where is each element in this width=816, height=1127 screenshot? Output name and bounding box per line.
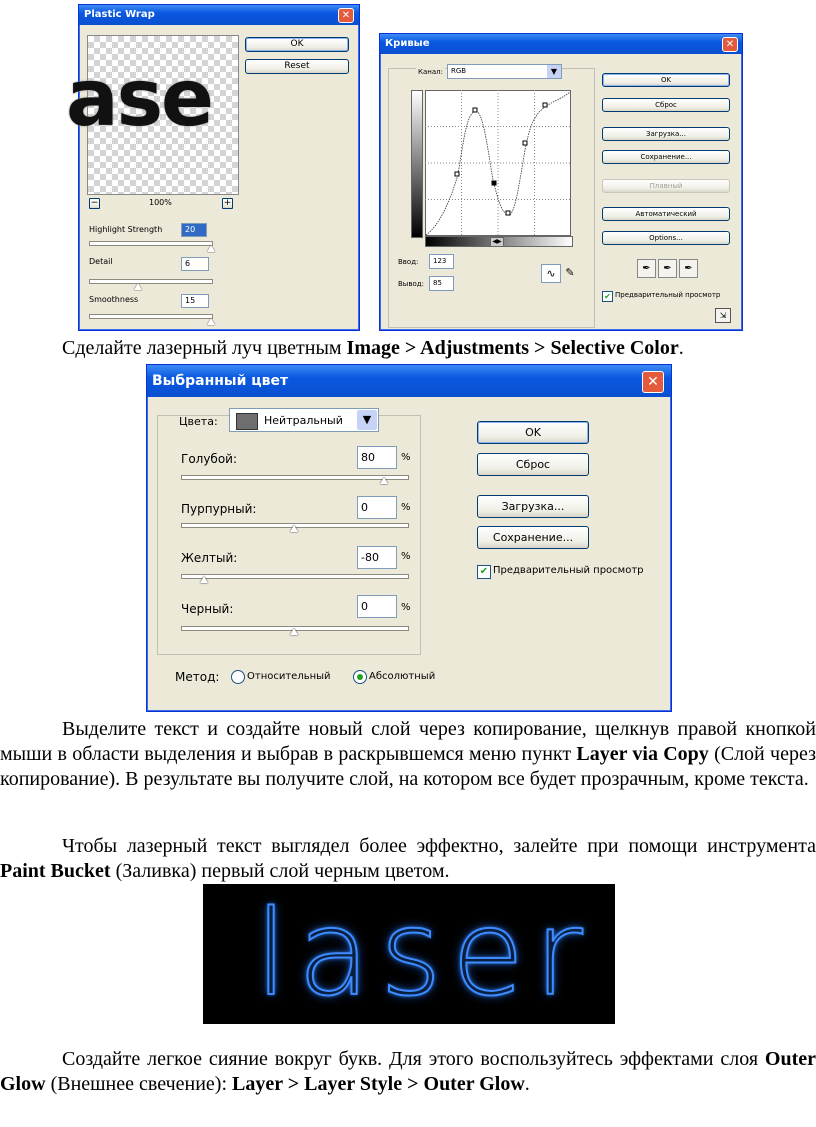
paragraph-outer-glow: [0, 1047, 816, 1097]
eyedropper-black-icon[interactable]: ✒: [637, 259, 656, 278]
caption-selective-color: [62, 336, 684, 361]
yellow-thumb[interactable]: [200, 576, 208, 583]
preview-checkbox[interactable]: ✔: [477, 565, 491, 579]
yellow-percent: %: [401, 551, 411, 562]
paragraph-paint-bucket: [0, 834, 816, 884]
preview-label: Предварительный просмотр: [615, 291, 721, 299]
selective-color-titlebar: [147, 365, 671, 397]
zoom-out-button[interactable]: −: [90, 198, 99, 208]
paragraph-layer-via-copy: [0, 717, 816, 792]
eyedropper-white-icon[interactable]: ✒: [679, 259, 698, 278]
preview-label: Предварительный просмотр: [493, 565, 644, 576]
highlight-strength-label: Highlight Strength: [89, 225, 163, 234]
ok-button[interactable]: OK: [245, 37, 349, 52]
curves-title: Кривые: [385, 38, 430, 49]
channel-select[interactable]: [447, 64, 562, 79]
colors-label: Цвета:: [179, 415, 218, 428]
channel-label: Канал:: [418, 68, 443, 76]
method-label: Метод:: [175, 670, 220, 684]
close-icon[interactable]: ✕: [722, 37, 738, 52]
paragraph-3-text-c: .: [524, 1073, 530, 1095]
selective-color-dialog: [146, 364, 672, 712]
neutral-swatch: [236, 413, 258, 430]
highlight-strength-slider[interactable]: [89, 241, 213, 246]
channel-value: RGB: [451, 67, 467, 75]
load-button[interactable]: Загрузка...: [477, 495, 589, 518]
paragraph-1-bold: Layer via Copy: [576, 743, 709, 765]
black-input[interactable]: 0: [357, 595, 397, 618]
smoothness-thumb[interactable]: [207, 318, 215, 325]
plastic-wrap-titlebar: [79, 5, 359, 25]
black-percent: %: [401, 602, 411, 613]
reset-button[interactable]: Сброс: [477, 453, 589, 476]
caption-bold: Image > Adjustments > Selective Color: [346, 337, 679, 359]
input-field[interactable]: 123: [429, 254, 454, 269]
expand-icon[interactable]: ⇲: [715, 308, 731, 323]
cyan-input[interactable]: 80: [357, 446, 397, 469]
yellow-input[interactable]: -80: [357, 546, 397, 569]
caption-text: Сделайте лазерный луч цветным: [62, 337, 347, 359]
smoothness-slider[interactable]: [89, 314, 213, 319]
curves-dialog: [379, 33, 743, 331]
filter-preview: [66, 35, 239, 195]
detail-thumb[interactable]: [134, 283, 142, 290]
cyan-label: Голубой:: [181, 452, 238, 466]
relative-label: Относительный: [247, 671, 331, 682]
output-gradient: [411, 90, 423, 238]
options-button[interactable]: Options...: [602, 231, 730, 245]
save-button[interactable]: Сохранение...: [602, 150, 730, 164]
load-button[interactable]: Загрузка...: [602, 127, 730, 141]
ok-button[interactable]: OK: [602, 73, 730, 87]
colors-select[interactable]: [229, 408, 379, 432]
plastic-wrap-dialog: [66, 4, 360, 331]
smoothness-label: Smoothness: [89, 295, 139, 304]
pencil-tool-icon[interactable]: ✎: [565, 266, 575, 279]
cyan-percent: %: [401, 452, 411, 463]
chevron-down-icon[interactable]: ▼: [357, 410, 377, 430]
relative-radio[interactable]: [231, 670, 245, 684]
paragraph-2-text-a: Чтобы лазерный текст выглядел более эффектно, залейте при помощи инструмента: [62, 835, 816, 857]
cyan-thumb[interactable]: [380, 477, 388, 484]
absolute-radio[interactable]: [353, 670, 367, 684]
auto-button[interactable]: Автоматический: [602, 207, 730, 221]
highlight-strength-input[interactable]: 20: [181, 223, 207, 237]
smooth-button[interactable]: Плавный: [602, 179, 730, 193]
detail-slider[interactable]: [89, 279, 213, 284]
paragraph-2-text-b: (Заливка) первый слой черным цветом.: [110, 860, 450, 882]
zoom-in-button[interactable]: +: [223, 198, 232, 208]
reset-button[interactable]: Reset: [245, 59, 349, 74]
paragraph-3-bold-b: Layer > Layer Style > Outer Glow: [232, 1073, 525, 1095]
radio-dot: [357, 674, 363, 680]
detail-label: Detail: [89, 257, 113, 266]
magenta-input[interactable]: 0: [357, 496, 397, 519]
laser-text-image: [203, 884, 615, 1024]
paragraph-3-bold-a: Outer Glow: [0, 1048, 816, 1095]
laser-text: laser: [255, 884, 593, 1022]
yellow-slider[interactable]: [181, 574, 409, 579]
colors-value: Нейтральный: [264, 414, 343, 427]
paragraph-1-text-a: Выделите текст и создайте новый слой через копирование, щелкнув правой кнопкой мыши в области выделения и выбрав в раскрывшемся меню пункт: [0, 718, 816, 765]
ok-button[interactable]: OK: [477, 421, 589, 444]
eyedropper-gray-icon[interactable]: ✒: [658, 259, 677, 278]
black-label: Черный:: [181, 602, 234, 616]
smoothness-input[interactable]: 15: [181, 294, 209, 308]
input-label: Ввод:: [398, 258, 419, 266]
output-field[interactable]: 85: [429, 276, 454, 291]
preview-text: ase: [66, 54, 212, 144]
highlight-strength-thumb[interactable]: [207, 245, 215, 252]
yellow-label: Желтый:: [181, 551, 238, 565]
caption-end: .: [678, 337, 684, 359]
paragraph-1-text-b: (Слой через копирование). В результате вы получите слой, на котором все будет прозрачным, кроме текста.: [0, 743, 816, 790]
selective-color-title: Выбранный цвет: [152, 373, 289, 389]
cyan-slider[interactable]: [181, 475, 409, 480]
magenta-percent: %: [401, 502, 411, 513]
gradient-toggle-icon[interactable]: ◀▶: [490, 237, 504, 247]
reset-button[interactable]: Сброс: [602, 98, 730, 112]
save-button[interactable]: Сохранение...: [477, 526, 589, 549]
paragraph-3-text-b: (Внешнее свечение):: [45, 1073, 233, 1095]
black-thumb[interactable]: [290, 628, 298, 635]
paragraph-3-text-a: Создайте легкое сияние вокруг букв. Для этого воспользуйтесь эффектами слоя: [62, 1048, 765, 1070]
close-icon[interactable]: ✕: [642, 371, 664, 393]
curves-titlebar: [380, 34, 742, 54]
zoom-level: 100%: [149, 198, 172, 207]
plastic-wrap-title: Plastic Wrap: [84, 9, 155, 20]
absolute-label: Абсолютный: [369, 671, 436, 682]
curve-tool-icon[interactable]: ∿: [541, 264, 561, 283]
detail-input[interactable]: 6: [181, 257, 209, 271]
preview-checkbox[interactable]: ✔: [602, 291, 613, 302]
paragraph-2-bold: Paint Bucket: [0, 860, 111, 882]
chevron-down-icon[interactable]: ▼: [547, 65, 561, 78]
output-label: Вывод:: [398, 280, 424, 288]
curves-graph[interactable]: [425, 90, 571, 236]
magenta-thumb[interactable]: [290, 525, 298, 532]
magenta-label: Пурпурный:: [181, 502, 257, 516]
close-icon[interactable]: ✕: [338, 8, 354, 23]
